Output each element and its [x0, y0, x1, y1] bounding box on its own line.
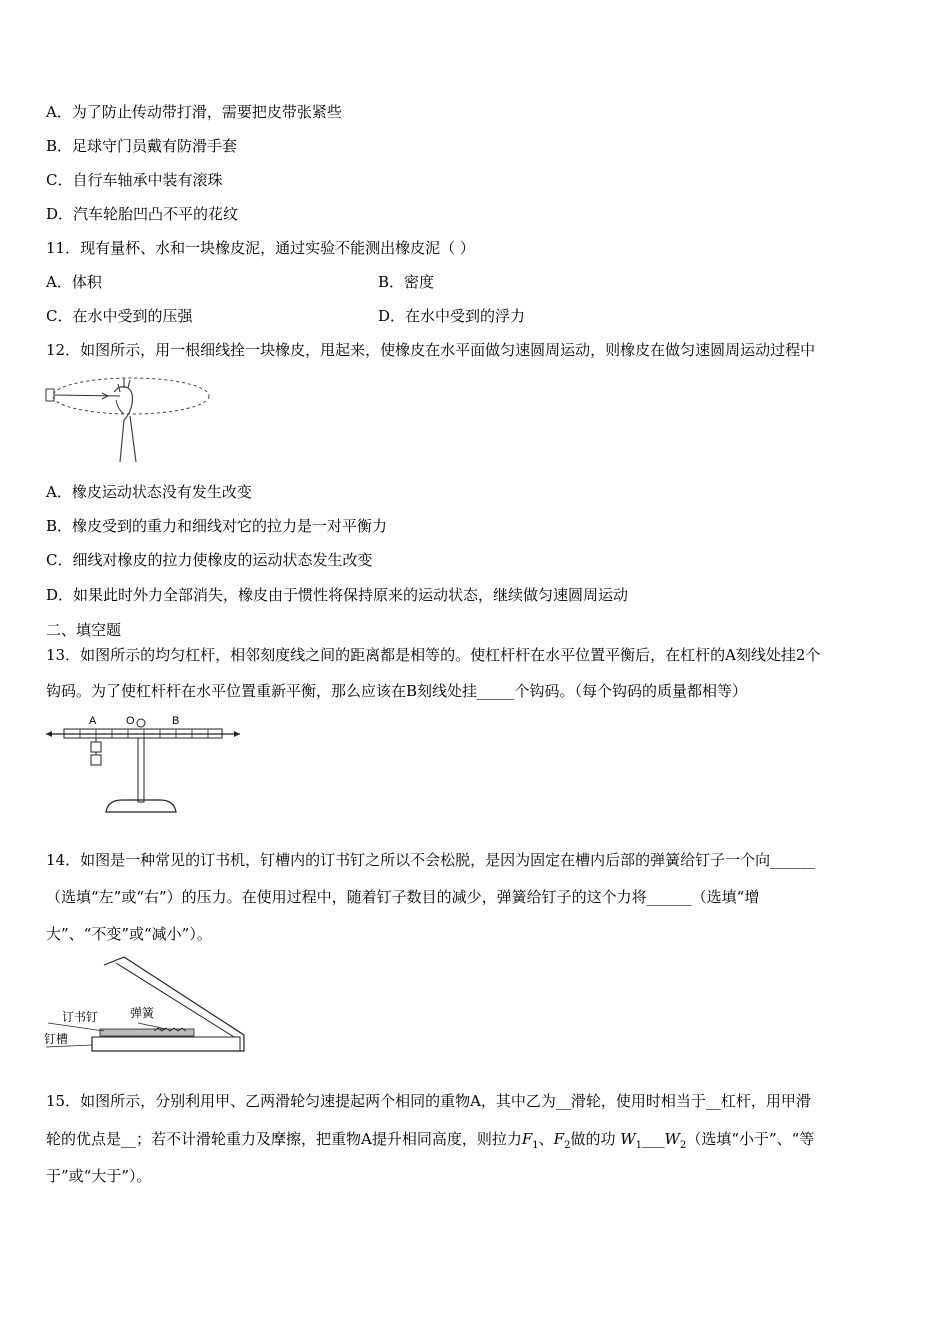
- lever-label-b: B: [172, 715, 180, 727]
- q12-option-d: D．如果此时外力全部消失，橡皮由于惯性将保持原来的运动状态，继续做匀速圆周运动: [46, 586, 629, 604]
- q15-f2: F: [553, 1130, 565, 1148]
- lever-label-o: O: [126, 715, 135, 727]
- q10-option-a: A．为了防止传动带打滑，需要把皮带张紧些: [46, 103, 342, 121]
- lever-label-a: A: [89, 715, 97, 727]
- q14-line1: 14．如图是一种常见的订书机，钉槽内的订书钉之所以不会松脱，是因为固定在槽内后部的弹簧给钉子一个向______: [46, 851, 816, 869]
- q11-option-a: A．体积: [46, 273, 102, 291]
- q15-line3: 于”或“大于”）。: [46, 1167, 152, 1185]
- q15-sep: 、: [538, 1130, 554, 1148]
- q10-option-d: D．汽车轮胎凹凸不平的花纹: [46, 205, 239, 223]
- q15-w2-sub: 2: [679, 1140, 687, 1151]
- q15-line1: 15．如图所示，分别利用甲、乙两滑轮匀速提起两个相同的重物A，其中乙为__滑轮，使用时相当于__杠杆，用甲滑: [46, 1092, 811, 1110]
- label-staple: 订书钉: [62, 1010, 99, 1024]
- q15-line2-text-c: （选填“小于”、“等: [686, 1130, 815, 1148]
- stapler-figure: [44, 955, 250, 1061]
- section-heading: 二、填空题: [46, 621, 122, 639]
- q15-f1-sub: 1: [532, 1140, 539, 1151]
- q10-option-c: C．自行车轴承中装有滚珠: [46, 171, 223, 189]
- q14-line3: 大”、“不变”或“减小”）。: [46, 925, 212, 943]
- q13-line2: 钩码。为了使杠杆杆在水平位置重新平衡，那么应该在B刻线处挂_____个钩码。（每个钩码的质量都相等）: [46, 682, 748, 700]
- q15-blank: ___: [642, 1130, 665, 1148]
- q15-line2: [46, 1129, 814, 1156]
- q15-w1-sub: 1: [635, 1140, 643, 1151]
- q10-option-b: B．足球守门员戴有防滑手套: [46, 137, 238, 155]
- q12-option-a: A．橡皮运动状态没有发生改变: [46, 483, 252, 501]
- q15-f2-sub: 2: [564, 1140, 571, 1151]
- q12-option-c: C．细线对橡皮的拉力使橡皮的运动状态发生改变: [46, 551, 373, 569]
- q14-line2: （选填“左”或“右”）的压力。在使用过程中，随着钉子数目的减少，弹簧给钉子的这个力将______（选填“增: [46, 888, 760, 906]
- q11-option-b: B．密度: [378, 273, 435, 291]
- q11-stem: 11．现有量杯、水和一块橡皮泥，通过实验不能测出橡皮泥（ ）: [46, 239, 475, 257]
- lever-figure: [44, 712, 244, 816]
- label-spring: 弹簧: [130, 1006, 155, 1020]
- rubber-spinning-figure: [44, 370, 214, 468]
- q13-line1: 13．如图所示的均匀杠杆，相邻刻度线之间的距离都是相等的。使杠杆杆在水平位置平衡后，在杠杆的A刻线处挂2个: [46, 646, 821, 664]
- q12-option-b: B．橡皮受到的重力和细线对它的拉力是一对平衡力: [46, 517, 388, 535]
- q11-option-c: C．在水中受到的压强: [46, 307, 193, 325]
- q15-w1: W: [620, 1130, 636, 1148]
- label-groove: 钉槽: [44, 1032, 69, 1046]
- q11-option-d: D．在水中受到的浮力: [378, 307, 526, 325]
- q12-stem: 12．如图所示，用一根细线拴一块橡皮，甩起来，使橡皮在水平面做匀速圆周运动，则橡皮在做匀速圆周运动过程中: [46, 341, 816, 359]
- q15-line2-text-a: 轮的优点是__；若不计滑轮重力及摩擦，把重物A提升相同高度，则拉力: [46, 1130, 522, 1148]
- q15-line2-text-b: 做的功: [570, 1130, 616, 1148]
- q15-f1: F: [521, 1130, 533, 1148]
- q15-w2: W: [664, 1130, 680, 1148]
